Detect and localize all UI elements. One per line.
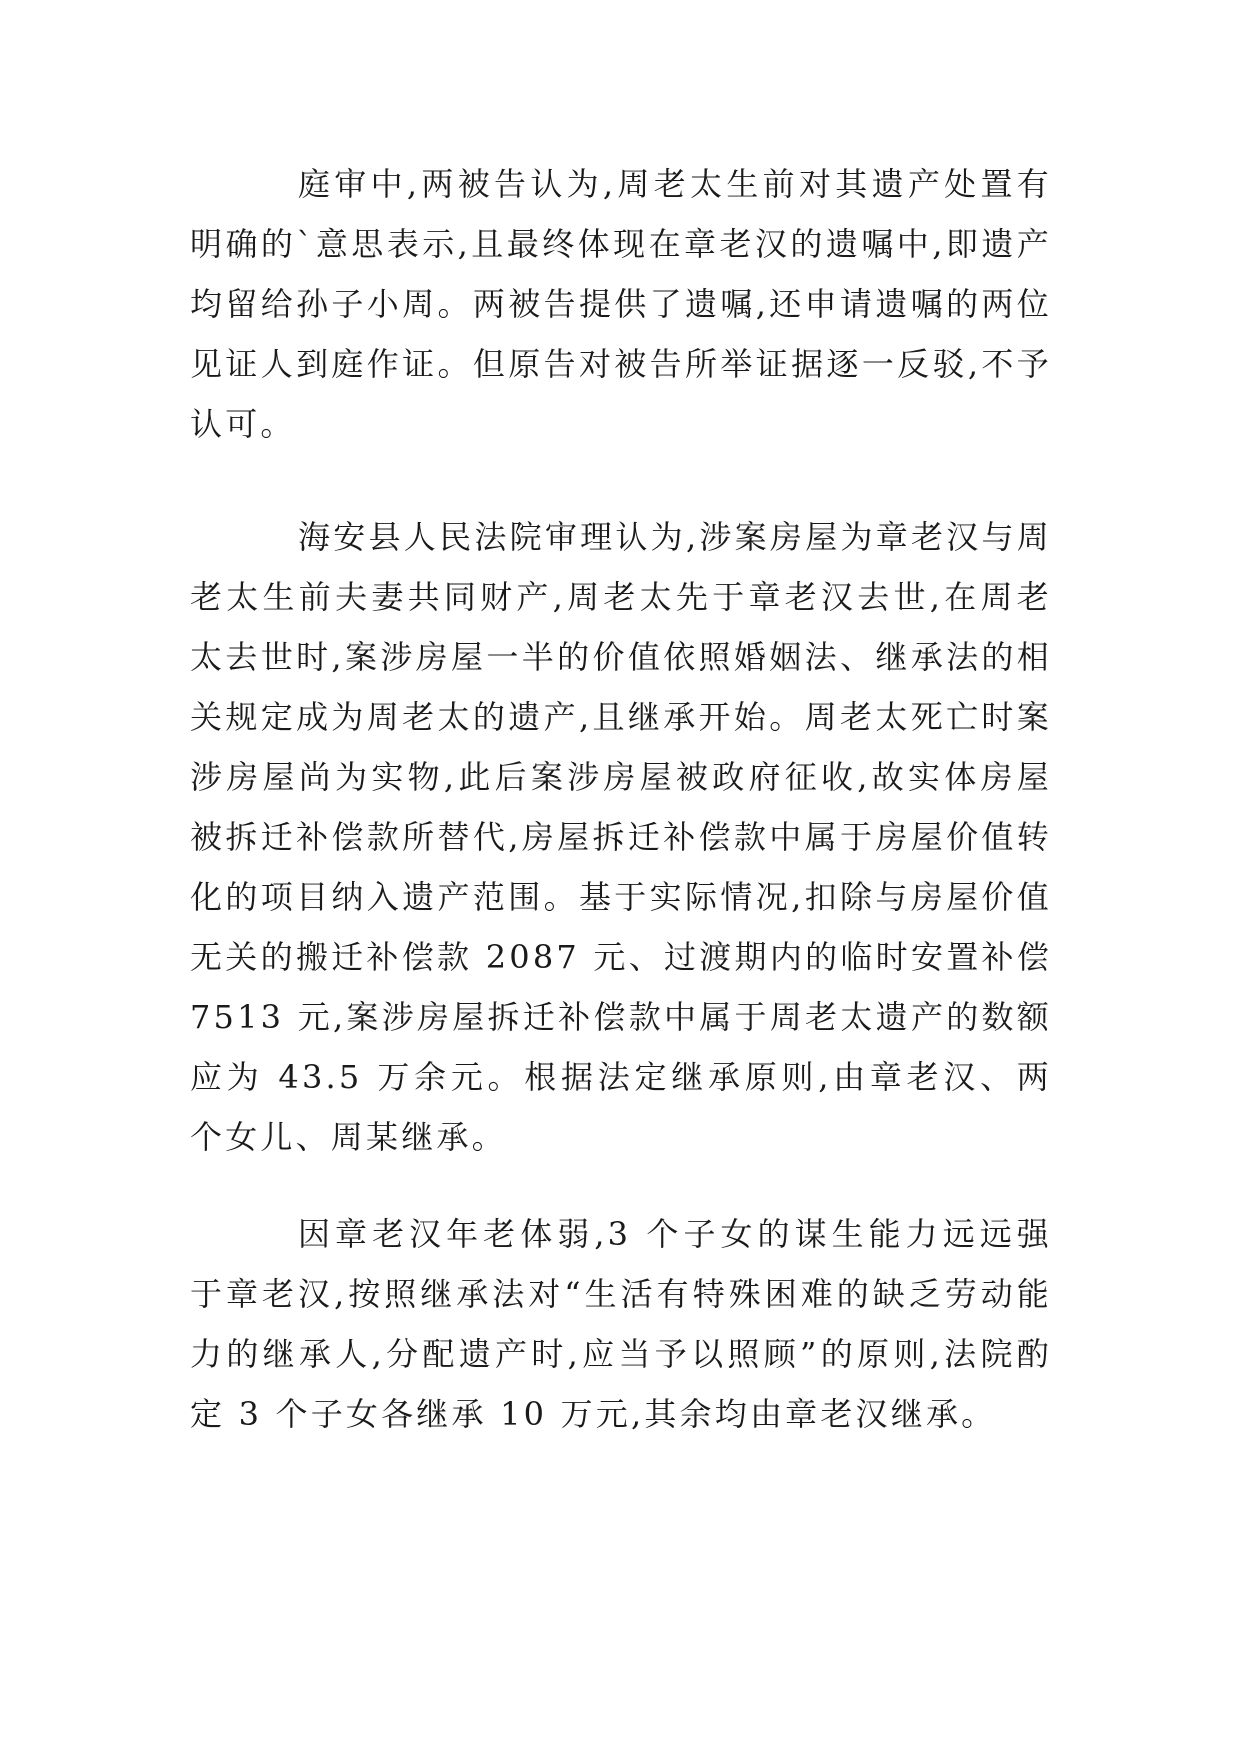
paragraph-court-ruling: 因章老汉年老体弱,3 个子女的谋生能力远远强于章老汉,按照继承法对“生活有特殊困难的缺乏劳动能力的继承人,分配遗产时,应当予以照顾”的原则,法院酌定 3 个子女各继承 10 万元,其余均由章老汉继承。 [190, 1215, 1052, 1433]
paragraph-trial-arguments: 庭审中,两被告认为,周老太生前对其遗产处置有明确的`意思表示,且最终体现在章老汉的遗嘱中,即遗产均留给孙子小周。两被告提供了遗嘱,还申请遗嘱的两位见证人到庭作证。但原告对被告所举证据逐一反驳,不予认可。 [190, 165, 1052, 443]
paragraph-court-reasoning: 海安县人民法院审理认为,涉案房屋为章老汉与周老太生前夫妻共同财产,周老太先于章老汉去世,在周老太去世时,案涉房屋一半的价值依照婚姻法、继承法的相关规定成为周老太的遗产,且继承开始。周老太死亡时案涉房屋尚为实物,此后案涉房屋被政府征收,故实体房屋被拆迁补偿款所替代,房屋拆迁补偿款中属于房屋价值转化的项目纳入遗产范围。基于实际情况,扣除与房屋价值无关的搬迁补偿款 2087 元、过渡期内的临时安置补偿 7513 元,案涉房屋拆迁补偿款中属于周老太遗产的数额应为 43.5 万余元。根据法定继承原则,由章老汉、两个女儿、周某继承。 [190, 518, 1052, 1156]
